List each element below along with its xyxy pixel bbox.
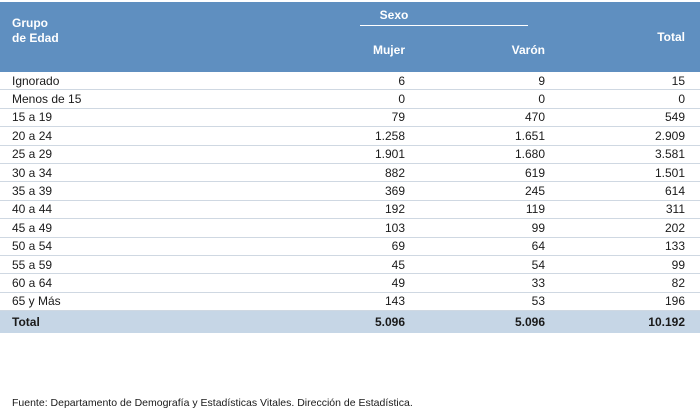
total-row-varon: 5.096 [420,311,560,334]
table-row [0,182,700,200]
table-row [0,72,700,90]
row-mujer: 103 [228,219,420,237]
row-varon: 33 [420,274,560,292]
header-age-group [0,2,228,72]
table-row [0,219,700,237]
table-row [0,200,700,218]
table-footer [0,311,700,334]
row-total: 99 [560,255,700,273]
row-label: 65 y Más [0,292,228,310]
table-row [0,163,700,181]
row-mujer: 882 [228,163,420,181]
row-mujer: 369 [228,182,420,200]
row-label: 60 a 64 [0,274,228,292]
row-label: 20 a 24 [0,127,228,145]
row-mujer: 192 [228,200,420,218]
row-label: 40 a 44 [0,200,228,218]
header-sexo-divider [360,25,528,26]
row-varon: 1.651 [420,127,560,145]
row-label: 25 a 29 [0,145,228,163]
row-label: Ignorado [0,72,228,90]
table-header [0,2,700,72]
table-body [0,72,700,311]
row-total: 2.909 [560,127,700,145]
table-row [0,90,700,108]
header-sexo [228,2,560,28]
table-row [0,127,700,145]
row-total: 1.501 [560,163,700,181]
total-row [0,311,700,334]
row-varon: 9 [420,72,560,90]
table-row [0,108,700,126]
table-row [0,274,700,292]
row-varon: 53 [420,292,560,310]
row-total: 133 [560,237,700,255]
total-row-mujer: 5.096 [228,311,420,334]
row-label: Menos de 15 [0,90,228,108]
row-label: 30 a 34 [0,163,228,181]
total-row-total: 10.192 [560,311,700,334]
row-total: 549 [560,108,700,126]
total-row-label: Total [0,311,228,334]
row-label: 35 a 39 [0,182,228,200]
row-mujer: 45 [228,255,420,273]
header-mujer: Mujer [228,28,420,72]
row-varon: 245 [420,182,560,200]
header-age-group-line1: Grupo [12,16,48,30]
row-total: 3.581 [560,145,700,163]
header-age-group-line2: de Edad [12,31,59,45]
age-sex-table [0,2,700,333]
row-label: 50 a 54 [0,237,228,255]
table-row [0,237,700,255]
row-varon: 54 [420,255,560,273]
row-total: 311 [560,200,700,218]
row-mujer: 1.258 [228,127,420,145]
row-varon: 470 [420,108,560,126]
row-varon: 99 [420,219,560,237]
row-mujer: 6 [228,72,420,90]
table-row [0,292,700,310]
row-mujer: 0 [228,90,420,108]
row-total: 196 [560,292,700,310]
source-note: Fuente: Departamento de Demografía y Estadísticas Vitales. Dirección de Estadística. [12,397,413,409]
header-sexo-label: Sexo [379,8,409,22]
row-total: 0 [560,90,700,108]
row-mujer: 79 [228,108,420,126]
row-varon: 1.680 [420,145,560,163]
row-total: 614 [560,182,700,200]
row-total: 15 [560,72,700,90]
header-varon: Varón [420,28,560,72]
row-varon: 0 [420,90,560,108]
row-total: 82 [560,274,700,292]
row-label: 45 a 49 [0,219,228,237]
row-varon: 619 [420,163,560,181]
row-mujer: 49 [228,274,420,292]
row-varon: 119 [420,200,560,218]
row-total: 202 [560,219,700,237]
row-mujer: 69 [228,237,420,255]
row-mujer: 1.901 [228,145,420,163]
row-label: 55 a 59 [0,255,228,273]
row-varon: 64 [420,237,560,255]
row-label: 15 a 19 [0,108,228,126]
row-mujer: 143 [228,292,420,310]
table-row [0,145,700,163]
table-row [0,255,700,273]
header-total: Total [560,2,700,72]
